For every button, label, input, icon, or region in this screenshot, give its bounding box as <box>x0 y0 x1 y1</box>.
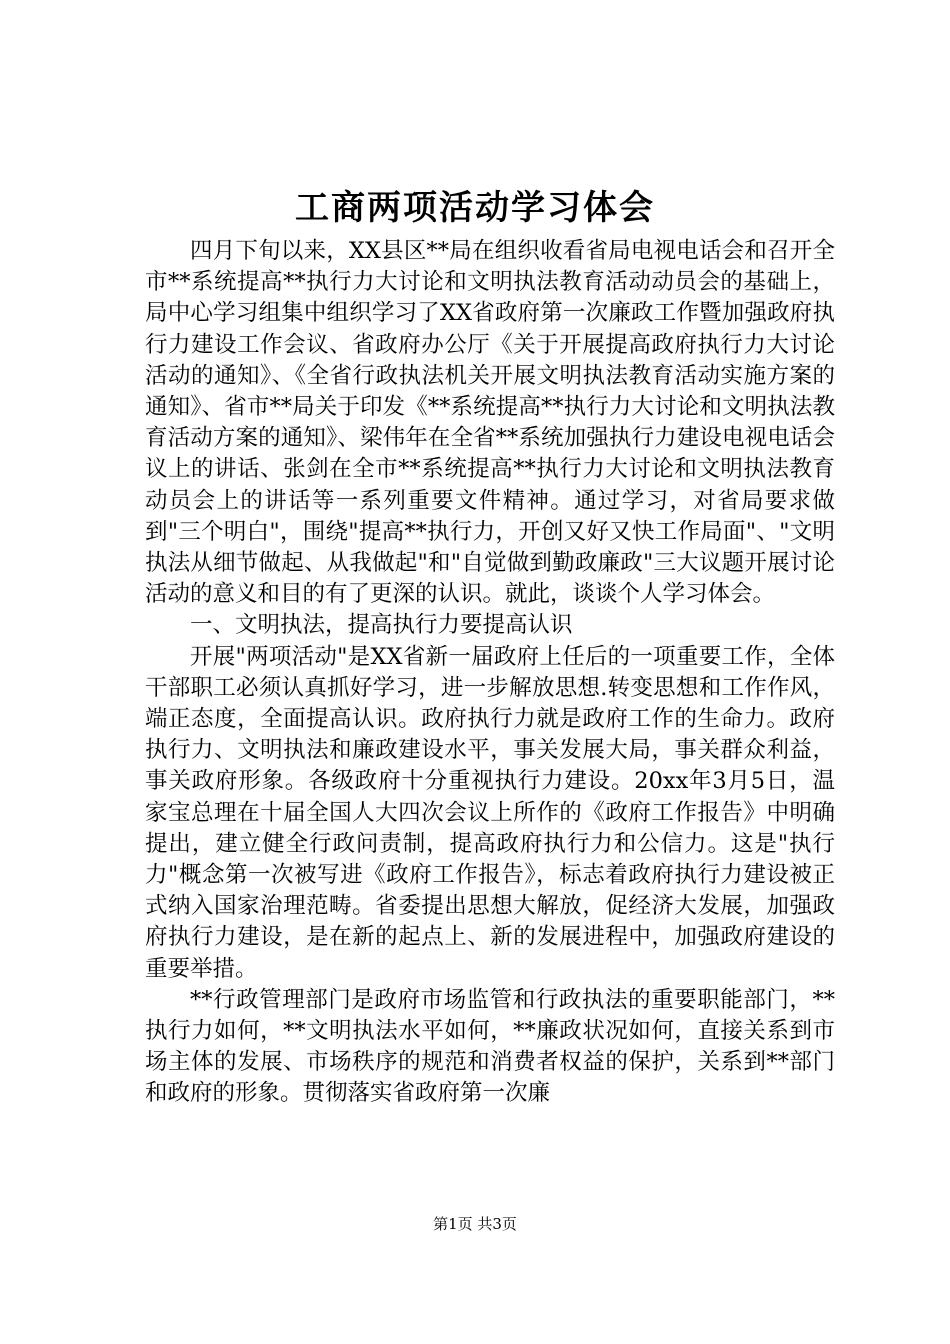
page-number-footer: 第1页 共3页 <box>433 1215 517 1233</box>
paragraph-intro: 四月下旬以来，XX县区**局在组织收看省局电视电话会和召开全市**系统提高**执行力大讨论和文明执法教育活动动员会的基础上，局中心学习组集中组织学习了XX省政府第一次廉政工作暨加强政府执行力建设工作会议、省政府办公厅《关于开展提高政府执行力大讨论活动的通知》、《全省行政执法机关开展文明执法教育活动实施方案的通知》、省市**局关于印发《**系统提高**执行力大讨论和文明执法教育活动方案的通知》、梁伟年在全省**系统加强执行力建设电视电话会议上的讲话、张剑在全市**系统提高**执行力大讨论和文明执法教育动员会上的讲话等一系列重要文件精神。通过学习，对省局要求做到"三个明白"，围绕"提高**执行力，开创又好又快工作局面"、"文明执法从细节做起、从我做起"和"自觉做到勤政廉政"三大议题开展讨论活动的意义和目的有了更深的认识。就此，谈谈个人学习体会。 <box>145 238 835 608</box>
document-title: 工商两项活动学习体会 <box>295 188 655 228</box>
section-heading-1: 一、文明执法，提高执行力要提高认识 <box>190 612 573 639</box>
paragraph-two-activities: 开展"两项活动"是XX省新一届政府上任后的一项重要工作，全体干部职工必须认真抓好学习，进一步解放思想.转变思想和工作作风，端正态度，全面提高认识。政府执行力就是政府工作的生命力。政府执行力、文明执法和廉政建设水平，事关发展大局，事关群众利益，事关政府形象。各级政府十分重视执行力建设。20xx年3月5日，温家宝总理在十届全国人大四次会议上所作的《政府工作报告》中明确提出，建立健全行政问责制，提高政府执行力和公信力。这是"执行力"概念第一次被写进《政府工作报告》，标志着政府执行力建设被正式纳入国家治理范畴。省委提出思想大解放，促经济大发展，加强政府执行力建设，是在新的起点上、新的发展进程中，加强政府建设的重要举措。 <box>145 643 835 982</box>
document-body <box>145 236 835 1110</box>
paragraph-admin-department: **行政管理部门是政府市场监管和行政执法的重要职能部门，**执行力如何，**文明执法水平如何，**廉政状况如何，直接关系到市场主体的发展、市场秩序的规范和消费者权益的保护，关系到**部门和政府的形象。贯彻落实省政府第一次廉 <box>145 986 835 1107</box>
